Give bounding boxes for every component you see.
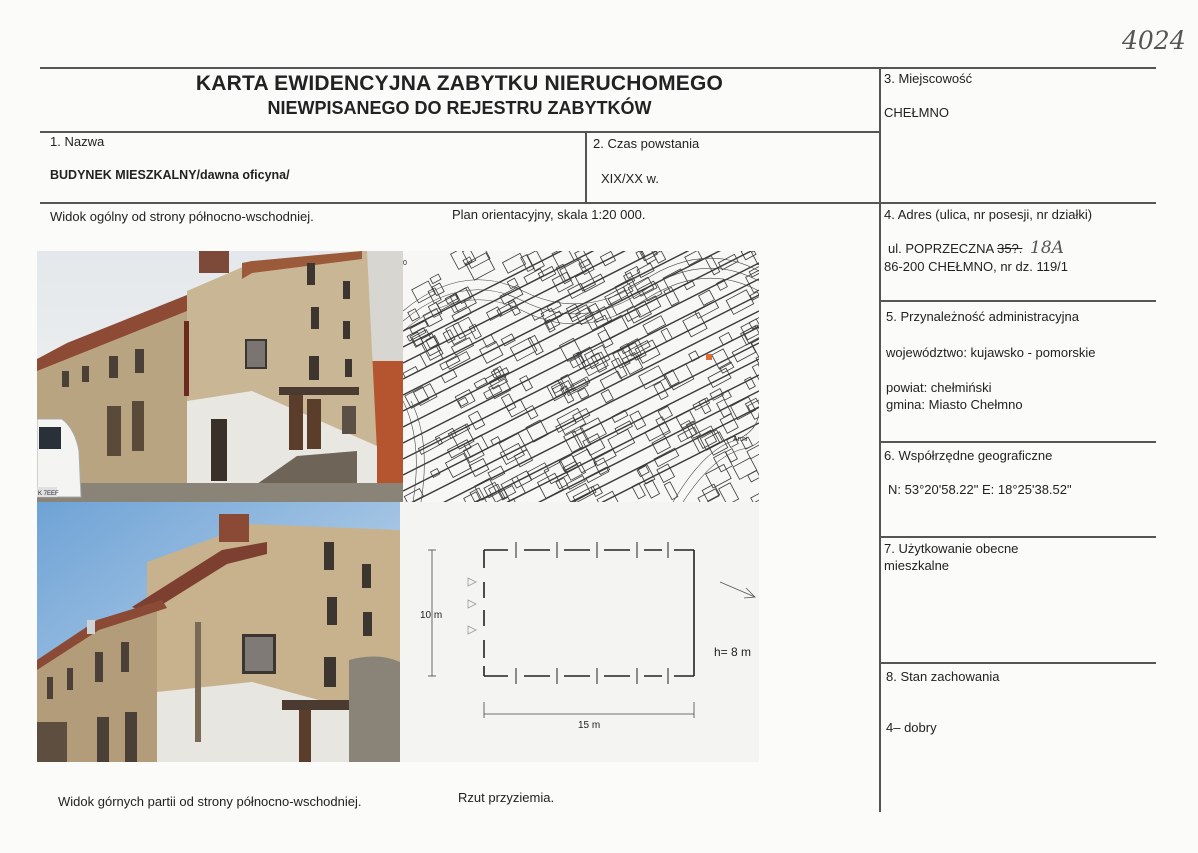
caption-site-plan: Plan orientacyjny, skala 1:20 000. — [452, 207, 646, 222]
coords-label: 6. Współrzędne geograficzne — [884, 448, 1053, 463]
name-bottom-rule — [40, 202, 1156, 204]
admin-county: powiat: chełmiński — [886, 380, 992, 395]
condition-value: 4– dobry — [886, 720, 937, 735]
rule-after-usage — [879, 662, 1156, 664]
caption-upper-view: Widok górnych partii od strony północno-wschodniej. — [58, 794, 362, 809]
map-street-label: Armi — [733, 436, 748, 443]
ground-floor-plan — [400, 502, 759, 762]
van-license-plate: K 7EEF — [38, 491, 59, 497]
form-border-top — [40, 67, 1156, 69]
plan-height-label: h= 8 m — [714, 645, 752, 659]
rule-after-address — [879, 300, 1156, 302]
title-bottom-rule — [40, 131, 879, 133]
date-value: XIX/XX w. — [601, 171, 659, 186]
page-number: 4024 — [1122, 26, 1186, 55]
plan-width-label: 15 m — [578, 720, 601, 731]
admin-label: 5. Przynależność administracyjna — [886, 309, 1079, 324]
form-title-line1: KARTA EWIDENCYJNA ZABYTKU NIERUCHOMEGO — [195, 72, 724, 95]
admin-voivodeship: województwo: kujawsko - pomorskie — [886, 345, 1096, 360]
right-column-divider — [879, 67, 881, 812]
photo-upper-view — [37, 502, 400, 762]
address-struck-number: 35?. — [997, 241, 1023, 256]
usage-label: 7. Użytkowanie obecne — [884, 541, 1019, 556]
name-label: 1. Nazwa — [50, 134, 105, 149]
date-label: 2. Czas powstania — [593, 136, 700, 151]
rule-after-admin — [879, 441, 1156, 443]
plan-depth-label: 10 m — [420, 610, 443, 621]
caption-ground-plan: Rzut przyziemia. — [458, 790, 555, 805]
rule-after-coords — [879, 536, 1156, 538]
site-map — [403, 251, 759, 502]
map-zero-label: 0 — [403, 260, 407, 267]
map-location-marker — [706, 354, 712, 360]
coords-value: N: 53°20'58.22" E: 18°25'38.52" — [888, 482, 1072, 497]
address-label: 4. Adres (ulica, nr posesji, nr działki) — [884, 207, 1093, 222]
admin-commune: gmina: Miasto Chełmno — [886, 397, 1023, 412]
photo-general-view — [37, 251, 403, 502]
usage-value: mieszkalne — [884, 558, 950, 573]
locality-label: 3. Miejscowość — [884, 71, 973, 86]
form-title-line2: NIEWPISANEGO DO REJESTRU ZABYTKÓW — [267, 98, 652, 118]
address-line2: 86-200 CHEŁMNO, nr dz. 119/1 — [884, 259, 1069, 274]
condition-label: 8. Stan zachowania — [886, 669, 1000, 684]
name-value: BUDYNEK MIESZKALNY/dawna oficyna/ — [50, 168, 290, 182]
address-handwritten-number: 18A — [1030, 238, 1064, 258]
address-line1 — [888, 240, 1064, 257]
address-street: ul. POPRZECZNA — [888, 241, 994, 256]
locality-value: CHEŁMNO — [884, 105, 950, 120]
name-date-divider — [585, 131, 587, 203]
caption-general-view: Widok ogólny od strony północno-wschodniej. — [50, 209, 314, 224]
